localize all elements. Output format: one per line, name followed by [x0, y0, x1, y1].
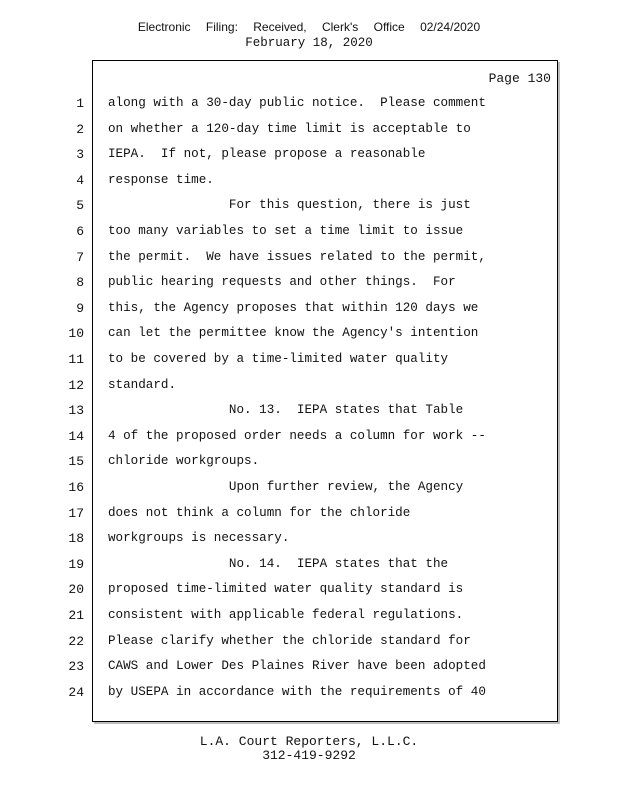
- line-text: public hearing requests and other things. For: [108, 275, 456, 290]
- stamp-date: 02/24/2020: [420, 20, 481, 34]
- line-text: proposed time-limited water quality standard is: [108, 582, 464, 597]
- stamp-office: Office: [373, 20, 405, 34]
- line-text: chloride workgroups.: [108, 454, 260, 469]
- footer-phone: 312-419-9292: [262, 748, 356, 763]
- line-number: 21: [68, 608, 84, 623]
- line-text: along with a 30-day public notice. Please comment: [108, 96, 486, 110]
- line-text: too many variables to set a time limit to issue: [108, 224, 464, 238]
- line-number: 24: [68, 684, 84, 700]
- line-number: 18: [68, 531, 84, 547]
- line-text: on whether a 120-day time limit is acceptable to: [108, 121, 471, 136]
- line-text: No. 14. IEPA states that the: [108, 556, 449, 571]
- stamp-electronic: Electronic: [137, 20, 191, 34]
- line-text: standard.: [108, 377, 177, 392]
- transcript-date: February 18, 2020: [245, 36, 373, 50]
- line-text: to be covered by a time-limited water quality: [108, 352, 449, 366]
- line-text: the permit. We have issues related to the permit,: [108, 249, 486, 264]
- line-text: does not think a column for the chloride: [108, 505, 411, 520]
- line-number: 10: [68, 326, 84, 342]
- line-number: 3: [76, 147, 84, 163]
- stamp-clerks: Clerk's: [321, 20, 359, 34]
- line-number: 23: [68, 659, 84, 675]
- line-text: Please clarify whether the chloride standard for: [108, 633, 471, 648]
- line-number: 5: [76, 198, 84, 214]
- line-number: 19: [68, 556, 84, 572]
- page-number: Page 130: [488, 71, 551, 86]
- line-text: this, the Agency proposes that within 120 days we: [108, 300, 479, 315]
- line-number: 14: [68, 428, 84, 444]
- line-text: workgroups is necessary.: [108, 531, 290, 546]
- stamp-received: Received,: [253, 20, 307, 34]
- footer-company: L.A. Court Reporters, L.L.C.: [199, 734, 419, 749]
- line-text: 4 of the proposed order needs a column for work --: [108, 428, 486, 443]
- line-number: 4: [76, 172, 84, 188]
- line-number: 6: [76, 224, 84, 239]
- line-number: 17: [68, 505, 84, 521]
- line-number: 13: [68, 403, 84, 419]
- line-number: 22: [68, 633, 84, 649]
- line-number: 2: [76, 121, 84, 137]
- line-text: response time.: [108, 172, 214, 187]
- line-number: 12: [68, 377, 84, 393]
- stamp-filing: Filing:: [205, 20, 238, 34]
- line-number: 7: [76, 249, 84, 265]
- line-text: Upon further review, the Agency: [108, 480, 464, 494]
- line-number: 1: [76, 96, 84, 111]
- line-text: consistent with applicable federal regulations.: [108, 608, 464, 622]
- line-number: 9: [76, 300, 84, 316]
- line-number: 8: [76, 275, 84, 291]
- filing-stamp: [0, 20, 618, 34]
- line-text: For this question, there is just: [108, 198, 471, 213]
- line-text: by USEPA in accordance with the requirements of 40: [108, 684, 486, 699]
- line-text: IEPA. If not, please propose a reasonable: [108, 147, 426, 162]
- line-text: can let the permittee know the Agency's intention: [108, 326, 479, 341]
- line-text: No. 13. IEPA states that Table: [108, 403, 464, 418]
- line-number: 11: [68, 352, 84, 367]
- line-number: 20: [68, 582, 84, 598]
- line-number: 16: [68, 480, 84, 495]
- line-text: CAWS and Lower Des Plaines River have been adopted: [108, 659, 486, 674]
- line-number: 15: [68, 454, 84, 470]
